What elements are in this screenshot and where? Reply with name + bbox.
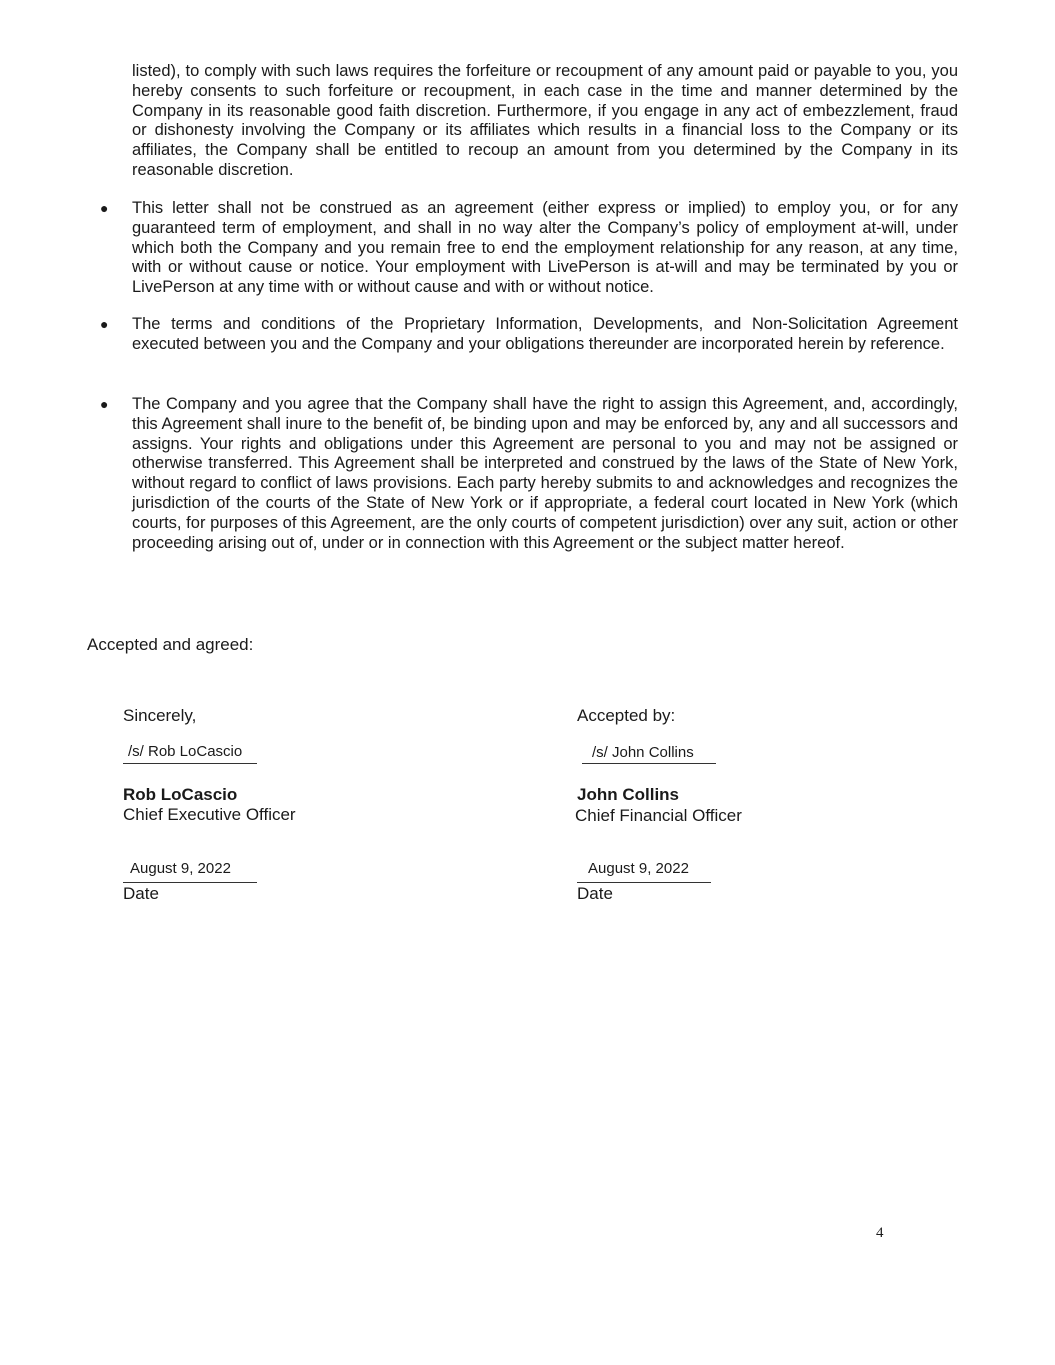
bullet-marker: ● [100,316,109,332]
signer-name: John Collins [577,785,679,804]
signature-line [123,763,257,764]
signature-date: August 9, 2022 [130,860,231,877]
bullet-paragraph-proprietary: The terms and conditions of the Proprietary Information, Developments, and Non-Solicitation Agreement executed between you and the Company and your obligations thereunder are incorporated herein by reference. [132,315,958,353]
signer-name: Rob LoCascio [123,785,238,804]
bullet-paragraph-at-will: This letter shall not be construed as an agreement (either express or implied) to employ you, or for any guaranteed term of employment, and shall in no way alter the Company’s policy of employment at-will, under which both the Company and you remain free to end the employment relationship for any reason, at any time, with or without cause or notice. Your employment with LivePerson is at-will and may be terminated by you or LivePerson at any time with or without cause and with or without notice. [132,199,958,297]
signer-title: Chief Financial Officer [575,806,742,825]
closing-sincerely: Sincerely, [123,706,197,725]
date-line [577,882,711,883]
bullet-marker: ● [100,396,109,412]
date-line [123,882,257,883]
signature-john-collins: /s/ John Collins [592,744,694,761]
signer-title: Chief Executive Officer [123,805,296,824]
signature-rob-locascio: /s/ Rob LoCascio [128,743,243,760]
signature-line [582,763,716,764]
page-number: 4 [876,1225,884,1241]
bullet-marker: ● [100,200,109,216]
date-label: Date [123,884,159,903]
bullet-paragraph-assignment: The Company and you agree that the Company shall have the right to assign this Agreement, and, accordingly, this Agreement shall inure to the benefit of, be binding upon and may be enforced by, any and all successors and assigns. Your rights and obligations under this Agreement are personal to you and may not be assigned or otherwise transferred. This Agreement shall be interpreted and construed by the laws of the State of New York, without regard to conflict of laws provisions. Each party hereby submits to and acknowledges and recognizes the jurisdiction of the courts of the State of New York or if appropriate, a federal court located in New York (which courts, for purposes of this Agreement, are the only courts of competent jurisdiction) over any suit, action or other proceeding arising out of, under or in connection with this Agreement or the subject matter hereof. [132,395,958,552]
signature-date: August 9, 2022 [588,860,689,877]
closing-accepted-by: Accepted by: [577,706,676,725]
continuation-paragraph: listed), to comply with such laws requires the forfeiture or recoupment of any amount paid or payable to you, you hereby consents to such forfeiture or recoupment, in each case in the time and manner determined by the Company in its reasonable good faith discretion. Furthermore, if you engage in any act of embezzlement, fraud or dishonesty involving the Company or its affiliates which results in a financial loss to the Company or its affiliates, the Company shall be entitled to recoup an amount from you determined by the Company in its reasonable discretion. [132,62,958,179]
date-label: Date [577,884,613,903]
accepted-heading: Accepted and agreed: [87,635,254,654]
